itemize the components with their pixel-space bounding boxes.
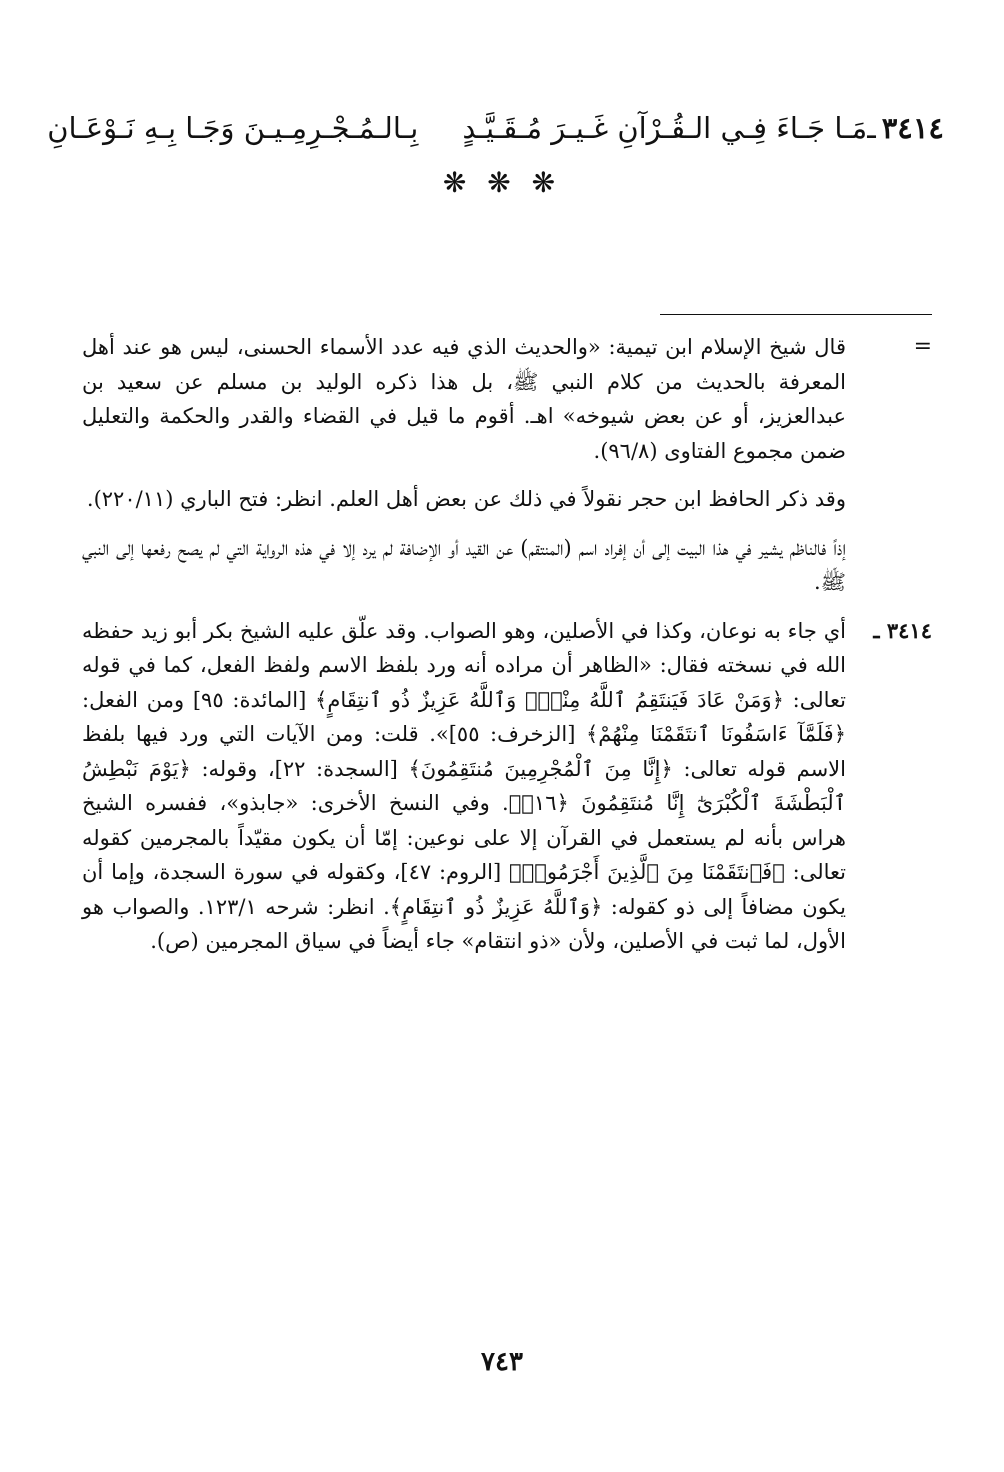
footnote-continued (82, 330, 932, 614)
footnotes (82, 330, 932, 973)
verse-hemistich-first: مَـا جَـاءَ فِـي الـقُـرْآنِ غَـيـرَ مُـقَـيَّـدٍ (462, 111, 868, 145)
verse-hemistich-second: بِـالـمُـجْـرِمِـيـنَ وَجَـا بِـهِ نَـوْعَـانِ (47, 111, 419, 145)
footnote-3414 (82, 614, 932, 973)
continuation-marker: = (913, 334, 932, 359)
footnote-continued-body (82, 330, 846, 614)
section-divider-stars: ❋ ❋ ❋ (442, 166, 562, 199)
footnote-paragraph: أي جاء به نوعان، وكذا في الأصلين، وهو الصواب. وقد علّق عليه الشيخ بكر أبو زيد حفظه الله في نسخته فقال: «الظاهر أن مراده أنه ورد بلفظ الاسم ولفظ الفعل، كما في قوله تعالى: ﴿وَمَنْ عَادَ فَيَنتَقِمُ ٱللَّهُ مِنْهُۚ وَٱللَّهُ عَزِيزٌ ذُو ٱنتِقَامٍ﴾ [المائدة: ٩٥] ومن الفعل: ﴿فَلَمَّآ ءَاسَفُونَا ٱنتَقَمْنَا مِنْهُمْ﴾ [الزخرف: ٥٥]». قلت: ومن الآيات التي ورد فيها بلفظ الاسم قوله تعالى: ﴿إِنَّا مِنَ ٱلْمُجْرِمِينَ مُنتَقِمُونَ﴾ [السجدة: ٢٢]، وقوله: ﴿يَوْمَ نَبْطِشُ ٱلْبَطْشَةَ ٱلْكُبْرَىٰٓ إِنَّا مُنتَقِمُونَ ﴿١٦﴾﴾. وفي النسخ الأخرى: «جابذو»، ففسره الشيخ هراس بأنه لم يستعمل في القرآن إلا على نوعين: إمّا أن يكون مقيّداً بالمجرمين كقوله تعالى: ﴿فَٱنتَقَمْنَا مِنَ ٱلَّذِينَ أَجْرَمُوا۟﴾ [الروم: ٤٧]، وكقوله في سورة السجدة، وإما أن يكون مضافاً إلى ذو كقوله: ﴿وَٱللَّهُ عَزِيزٌ ذُو ٱنتِقَامٍ﴾. انظر: شرحه ١٢٣/١. والصواب هو الأول، لما ثبت في الأصلين، ولأن «ذو انتقام» جاء أيضاً في سياق المجرمين (ص). (82, 618, 847, 953)
verse-number: ٣٤١٤ (881, 111, 944, 145)
footnote-paragraph: وقد ذكر الحافظ ابن حجر نقولاً في ذلك عن بعض أهل العلم. انظر: فتح الباري (٢٢٠/١١). (86, 487, 846, 511)
footnote-paragraph: إذاً فالناظم يشير في هذا البيت إلى أن إفراد اسم (المنتقم) عن القيد أو الإضافة لم يرد إلا في هذه الرواية التي لم يصح رفعها إلى النبي ﷺ. (82, 535, 846, 594)
page-number: ٧٤٣ (481, 1347, 523, 1377)
verse-line (44, 108, 944, 148)
footnote-paragraph: قال شيخ الإسلام ابن تيمية: «والحديث الذي فيه عدد الأسماء الحسنى، ليس هو عند أهل المعرفة بالحديث من كلام النبي ﷺ، بل هذا ذكره الوليد بن مسلم عن سعيد بن عبدالعزيز، أو عن بعض شيوخه» اهـ. أقوم ما قيل في القضاء والقدر والحكمة والتعليل ضمن مجموع الفتاوى (٩٦/٨). (82, 335, 846, 463)
footnote-number: ٣٤١٤ ـ (873, 617, 932, 643)
footnote-3414-body (82, 614, 846, 973)
verse-dash: ـ (867, 111, 876, 145)
footnote-separator-line (660, 314, 932, 315)
